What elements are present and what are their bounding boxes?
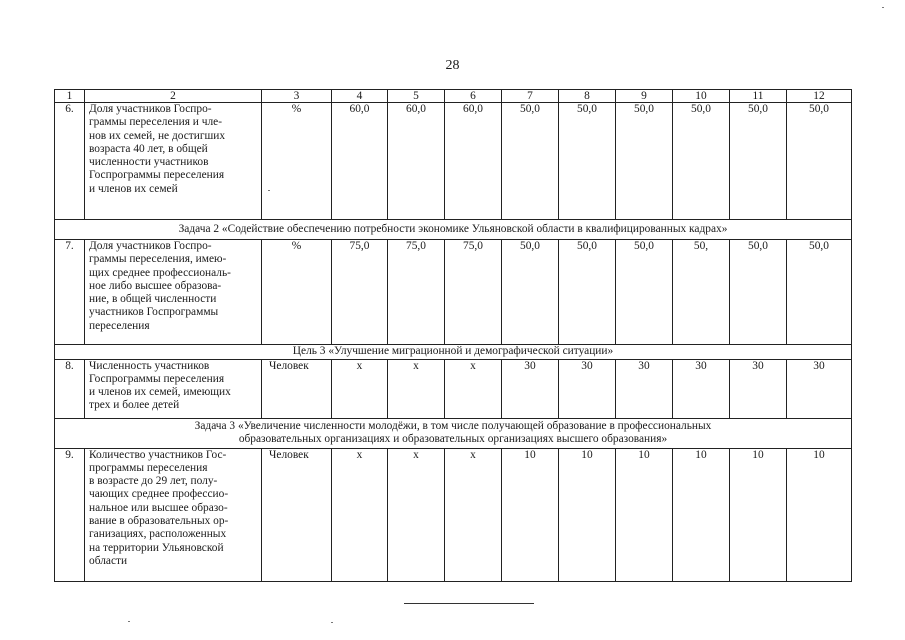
value-cell: 75,0 xyxy=(332,240,388,345)
description-line: участников Госпрограммы xyxy=(89,306,219,319)
value-cell: 10 xyxy=(559,448,616,581)
column-number: 11 xyxy=(730,90,787,103)
description-line: граммы переселения и чле- xyxy=(89,116,223,129)
value-cell: 75,0 xyxy=(445,240,502,345)
column-number: 10 xyxy=(673,90,730,103)
unit-cell: % xyxy=(262,103,332,220)
goal-3-heading: Цель 3 «Улучшение миграционной и демографической ситуации» xyxy=(55,345,852,360)
description-line: в возрасте до 29 лет, полу- xyxy=(89,475,218,488)
value-cell: 50,0 xyxy=(616,103,673,220)
description-line: граммы переселения, имею- xyxy=(89,253,227,266)
description-line: Доля участников Госпро- xyxy=(89,103,212,115)
description-line: программы переселения xyxy=(89,461,208,474)
description-line: ганизациях, расположенных xyxy=(89,528,227,541)
table-row xyxy=(55,240,852,345)
value-cell: 50,0 xyxy=(730,103,787,220)
description-line: области xyxy=(89,554,128,567)
description-line: щих среднее профессиональ- xyxy=(89,266,231,279)
description-line: возраста 40 лет, в общей xyxy=(89,142,208,155)
column-number: 3 xyxy=(262,90,332,103)
indicator-description xyxy=(85,448,262,581)
description-line: численности участников xyxy=(89,156,209,169)
value-cell: 30 xyxy=(730,359,787,418)
section-row xyxy=(55,345,852,360)
column-number: 4 xyxy=(332,90,388,103)
task-3-heading-line: образовательных организациях и образовательных организациях высшего образования» xyxy=(238,433,668,445)
scan-speck xyxy=(128,621,130,622)
description-line: и членов их семей, имеющих xyxy=(89,386,231,399)
description-line: и членов их семей xyxy=(89,182,178,195)
description-line: ние, в общей численности xyxy=(89,293,217,306)
footer-rule xyxy=(404,603,534,604)
column-number: 1 xyxy=(55,90,85,103)
value-cell: 50,0 xyxy=(502,103,559,220)
value-cell: 10 xyxy=(730,448,787,581)
value-cell: 60,0 xyxy=(445,103,502,220)
description-line: нов их семей, не достигших xyxy=(89,129,226,142)
task-3-heading-line: Задача 3 «Увеличение численности молодёжи, в том числе получающей образование в профессиональных xyxy=(194,419,712,432)
value-cell: 10 xyxy=(787,448,852,581)
indicator-description xyxy=(85,359,262,418)
value-cell: 10 xyxy=(673,448,730,581)
page-number: 28 xyxy=(445,58,460,73)
indicators-table xyxy=(54,89,852,582)
value-cell: 50,0 xyxy=(787,240,852,345)
task-3-heading xyxy=(55,418,852,448)
column-number: 9 xyxy=(616,90,673,103)
value-cell: 30 xyxy=(787,359,852,418)
unit-cell: Человек xyxy=(262,359,332,418)
column-number: 5 xyxy=(388,90,445,103)
row-number: 7. xyxy=(55,240,85,345)
row-number: 9. xyxy=(55,448,85,581)
description-line: Количество участников Гос- xyxy=(89,448,227,461)
column-number: 8 xyxy=(559,90,616,103)
unit-cell: Человек xyxy=(262,448,332,581)
indicator-description xyxy=(85,103,262,220)
table-row xyxy=(55,359,852,418)
value-cell: х xyxy=(388,448,445,581)
value-cell: х xyxy=(332,359,388,418)
description-line: ное либо высшее образова- xyxy=(89,279,222,292)
description-line: переселения xyxy=(89,319,150,332)
value-cell: 60,0 xyxy=(388,103,445,220)
column-number: 2 xyxy=(85,90,262,103)
description-line: Доля участников Госпро- xyxy=(89,240,212,252)
scan-speck xyxy=(331,622,333,623)
value-cell: 30 xyxy=(559,359,616,418)
scan-speck xyxy=(268,190,270,191)
description-line: трех и более детей xyxy=(89,399,180,412)
column-number: 12 xyxy=(787,90,852,103)
value-cell: х xyxy=(445,448,502,581)
description-line: нальное или высшее образо- xyxy=(89,501,228,514)
value-cell: х xyxy=(388,359,445,418)
value-cell: 50,0 xyxy=(616,240,673,345)
value-cell: 50,0 xyxy=(559,240,616,345)
task-2-heading: Задача 2 «Содействие обеспечению потребности экономике Ульяновской области в квалифицированных кадрах» xyxy=(55,220,852,240)
column-numbers-row xyxy=(55,90,852,103)
value-cell: 50,0 xyxy=(787,103,852,220)
section-row xyxy=(55,418,852,448)
row-number: 8. xyxy=(55,359,85,418)
value-cell: 30 xyxy=(502,359,559,418)
section-row xyxy=(55,220,852,240)
description-line: Госпрограммы переселения xyxy=(89,169,225,182)
value-cell: х xyxy=(445,359,502,418)
description-line: на территории Ульяновской xyxy=(89,541,224,554)
column-number: 7 xyxy=(502,90,559,103)
description-line: Госпрограммы переселения xyxy=(89,372,225,385)
column-number: 6 xyxy=(445,90,502,103)
value-cell: 50, xyxy=(673,240,730,345)
value-cell: 30 xyxy=(616,359,673,418)
value-cell: 10 xyxy=(502,448,559,581)
value-cell: 60,0 xyxy=(332,103,388,220)
value-cell: 50,0 xyxy=(502,240,559,345)
description-line: Численность участников xyxy=(89,359,210,372)
scan-speck xyxy=(882,7,884,8)
unit-cell: % xyxy=(262,240,332,345)
value-cell: 50,0 xyxy=(559,103,616,220)
table-row xyxy=(55,448,852,581)
table-row xyxy=(55,103,852,220)
value-cell: х xyxy=(332,448,388,581)
value-cell: 75,0 xyxy=(388,240,445,345)
value-cell: 50,0 xyxy=(730,240,787,345)
value-cell: 30 xyxy=(673,359,730,418)
description-line: вание в образовательных ор- xyxy=(89,514,229,527)
value-cell: 10 xyxy=(616,448,673,581)
row-number: 6. xyxy=(55,103,85,220)
description-line: чающих среднее профессио- xyxy=(89,488,229,501)
value-cell: 50,0 xyxy=(673,103,730,220)
indicator-description xyxy=(85,240,262,345)
